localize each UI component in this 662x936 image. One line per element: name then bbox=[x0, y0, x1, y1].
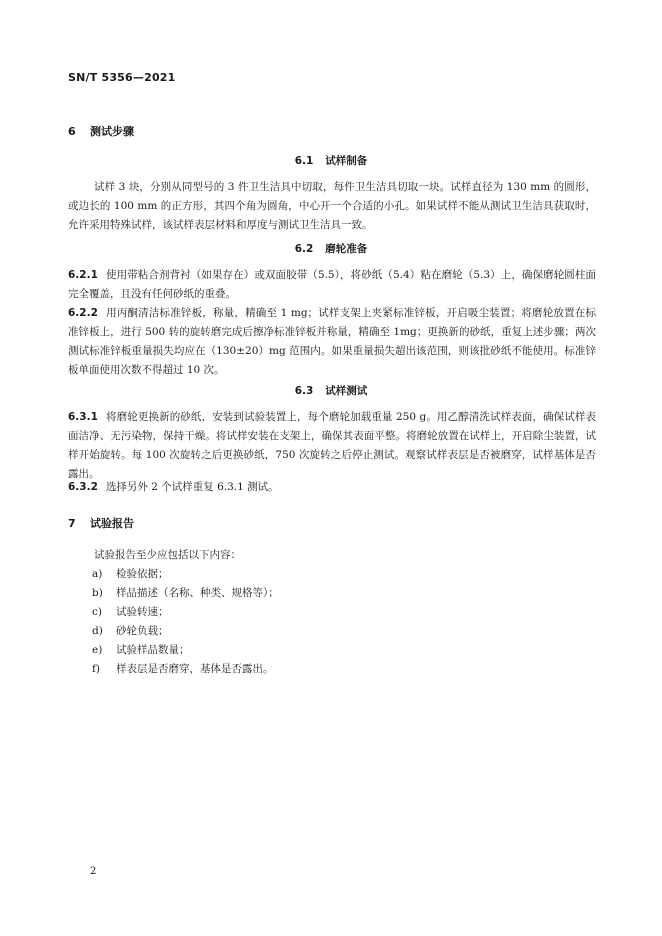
clause-6-3-1-number: 6.3.1 bbox=[68, 411, 98, 423]
report-intro: 试验报告至少应包括以下内容： bbox=[94, 549, 241, 561]
section-6-1-number: 6.1 bbox=[294, 155, 314, 167]
section-7-heading bbox=[68, 514, 134, 533]
clause-6-2-2-text: 用丙酮清洁标准锌板，称量，精确至 1 mg；试样支架上夹紧标准锌板，开启吸尘装置；将磨轮放置在标准锌板上，进行 500 转的旋转磨完成后擦净标准锌板并称量，精确至 1mg；更换新的砂纸，重复上述步骤；两次测试标准锌板重量损失均应在（130±20）mg 范围内。如果重量损失超出该范围，则该批砂纸不能使用。标准锌板单面使用次数不得超过 10 次。 bbox=[68, 307, 596, 376]
section-6-2-title: 磨轮准备 bbox=[325, 243, 368, 255]
clause-6-3-1 bbox=[68, 408, 596, 484]
report-items-list bbox=[92, 565, 592, 679]
clause-6-3-2 bbox=[68, 478, 596, 497]
section-6-1-text: 试样 3 块，分别从同型号的 3 件卫生洁具中切取，每件卫生洁具切取一块。试样直径为 130 mm 的圆形，或边长的 100 mm 的正方形，其四个角为圆角，中心开一个合适的小孔。如果试样不能从测试卫生洁具获取时，允许采用特殊试样，该试样表层材料和厚度与测试卫生洁具一致。 bbox=[68, 181, 596, 231]
section-6-2-number: 6.2 bbox=[294, 243, 314, 255]
list-item bbox=[92, 622, 592, 641]
list-item-text: 试验转速； bbox=[116, 606, 169, 618]
clause-6-2-2-number: 6.2.2 bbox=[68, 307, 98, 319]
standard-code: SN/T 5356—2021 bbox=[68, 71, 176, 84]
list-item bbox=[92, 660, 592, 679]
section-6-3-heading bbox=[68, 382, 594, 401]
clause-6-3-1-text: 将磨轮更换新的砂纸，安装到试验装置上，每个磨轮加载重量 250 g。用乙醇清洗试样表面，确保试样表面洁净、无污染物，保持干燥。将试样安装在支架上，确保其表面平整。将磨轮放置在试样上，开启除尘装置，试样开始旋转。每 100 次旋转之后更换砂纸，750 次旋转之后停止测试。观察试样表层是否被磨穿，试样基体是否露出。 bbox=[68, 411, 596, 480]
section-6-3-number: 6.3 bbox=[294, 385, 314, 397]
section-6-1-heading bbox=[68, 152, 594, 171]
clause-6-2-1-number: 6.2.1 bbox=[68, 269, 98, 281]
clause-6-3-2-number: 6.3.2 bbox=[68, 481, 98, 493]
section-7-title: 试验报告 bbox=[90, 517, 134, 530]
list-item bbox=[92, 584, 592, 603]
section-6-number: 6 bbox=[68, 125, 76, 138]
list-item-text: 检验依据； bbox=[116, 568, 169, 580]
section-6-3-title: 试样测试 bbox=[325, 385, 368, 397]
list-item-mark: a) bbox=[92, 568, 103, 580]
list-item-text: 样品描述（名称、种类、规格等）； bbox=[116, 587, 279, 599]
list-item-mark: f) bbox=[92, 663, 100, 675]
list-item-text: 试验样品数量； bbox=[116, 644, 190, 656]
page-number: 2 bbox=[90, 866, 97, 877]
list-item-text: 样表层是否磨穿，基体是否露出。 bbox=[116, 663, 274, 675]
section-6-2-heading bbox=[68, 240, 594, 259]
list-item-text: 砂轮负载； bbox=[116, 625, 169, 637]
list-item bbox=[92, 641, 592, 660]
section-7-number: 7 bbox=[68, 517, 76, 530]
list-item bbox=[92, 565, 592, 584]
section-6-title: 测试步骤 bbox=[90, 125, 134, 138]
list-item-mark: d) bbox=[92, 625, 103, 637]
clause-6-2-2 bbox=[68, 304, 596, 380]
section-6-1-title: 试样制备 bbox=[325, 155, 368, 167]
clause-6-2-1-text: 使用带粘合剂背衬（如果存在）或双面胶带（5.5），将砂纸（5.4）粘在磨轮（5.3）上，确保磨轮圆柱面完全覆盖，且没有任何砂纸的重叠。 bbox=[68, 269, 596, 300]
list-item-mark: c) bbox=[92, 606, 102, 618]
list-item-mark: b) bbox=[92, 587, 103, 599]
list-item bbox=[92, 603, 592, 622]
section-6-heading bbox=[68, 122, 134, 141]
clause-6-2-1 bbox=[68, 266, 596, 304]
clause-6-3-2-text: 选择另外 2 个试样重复 6.3.1 测试。 bbox=[105, 481, 279, 493]
list-item-mark: e) bbox=[92, 644, 103, 656]
